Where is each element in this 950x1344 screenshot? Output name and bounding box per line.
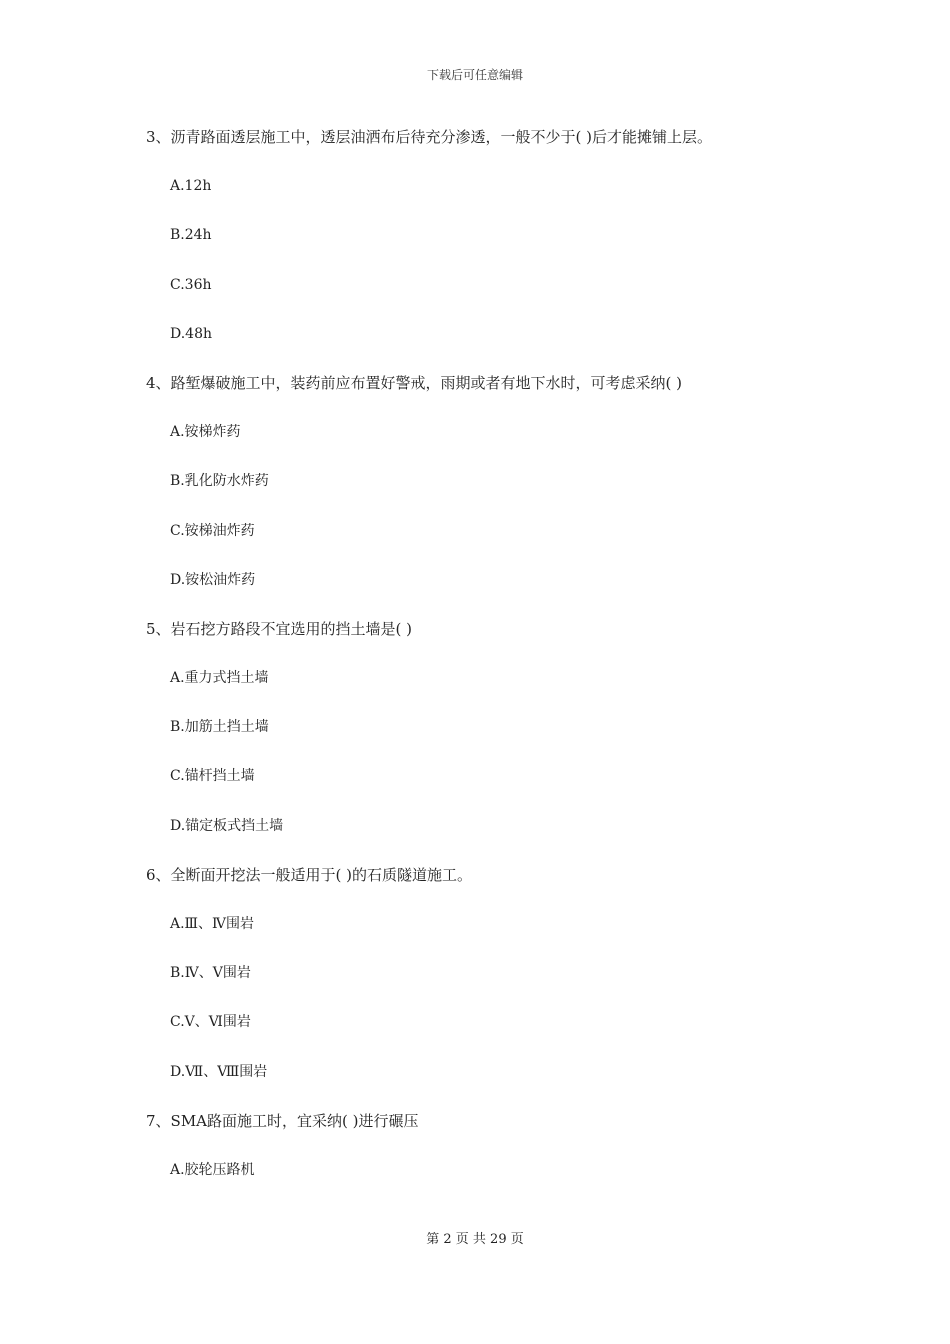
option-d: D.48h <box>170 325 213 342</box>
option-c: C.锚杆挡土墙 <box>170 768 255 785</box>
option-c: C.Ⅴ、Ⅵ围岩 <box>170 1014 251 1031</box>
option-c: C.36h <box>170 276 212 293</box>
question-stem: 4、路堑爆破施工中，装药前应布置好警戒，雨期或者有地下水时，可考虑采纳( ) <box>146 373 683 392</box>
option-b: B.Ⅳ、Ⅴ围岩 <box>170 965 251 982</box>
option-a: A.Ⅲ、Ⅳ围岩 <box>170 916 255 932</box>
question-3 <box>146 122 826 368</box>
option-b: B.乳化防水炸药 <box>170 473 269 490</box>
option-b: B.加筋土挡土墙 <box>170 719 269 736</box>
question-6 <box>146 860 826 1106</box>
option-b: B.24h <box>170 227 212 244</box>
option-a: A.重力式挡土墙 <box>170 670 269 687</box>
question-stem: 3、沥青路面透层施工中，透层油洒布后待充分渗透，一般不少于( )后才能摊铺上层。 <box>146 128 713 146</box>
question-7 <box>146 1106 826 1204</box>
option-d: D.Ⅶ、Ⅷ围岩 <box>170 1063 268 1080</box>
question-5 <box>146 614 826 860</box>
option-a: A.12h <box>170 178 212 195</box>
question-4 <box>146 368 826 614</box>
option-c: C.铵梯油炸药 <box>170 522 255 539</box>
option-a: A.胶轮压路机 <box>170 1161 255 1178</box>
option-d: D.锚定板式挡土墙 <box>170 817 284 834</box>
page-footer: 第 2 页 共 29 页 <box>426 1232 524 1247</box>
option-d: D.铵松油炸药 <box>170 571 256 588</box>
question-stem: 7、SMA路面施工时，宜采纳( )进行碾压 <box>146 1111 419 1130</box>
question-list <box>146 122 826 1204</box>
page-header: 下载后可任意编辑 <box>426 68 523 82</box>
question-stem: 5、岩石挖方路段不宜选用的挡土墙是( ) <box>146 619 413 638</box>
question-stem: 6、全断面开挖法一般适用于( )的石质隧道施工。 <box>146 865 473 884</box>
option-a: A.铵梯炸药 <box>170 424 241 441</box>
